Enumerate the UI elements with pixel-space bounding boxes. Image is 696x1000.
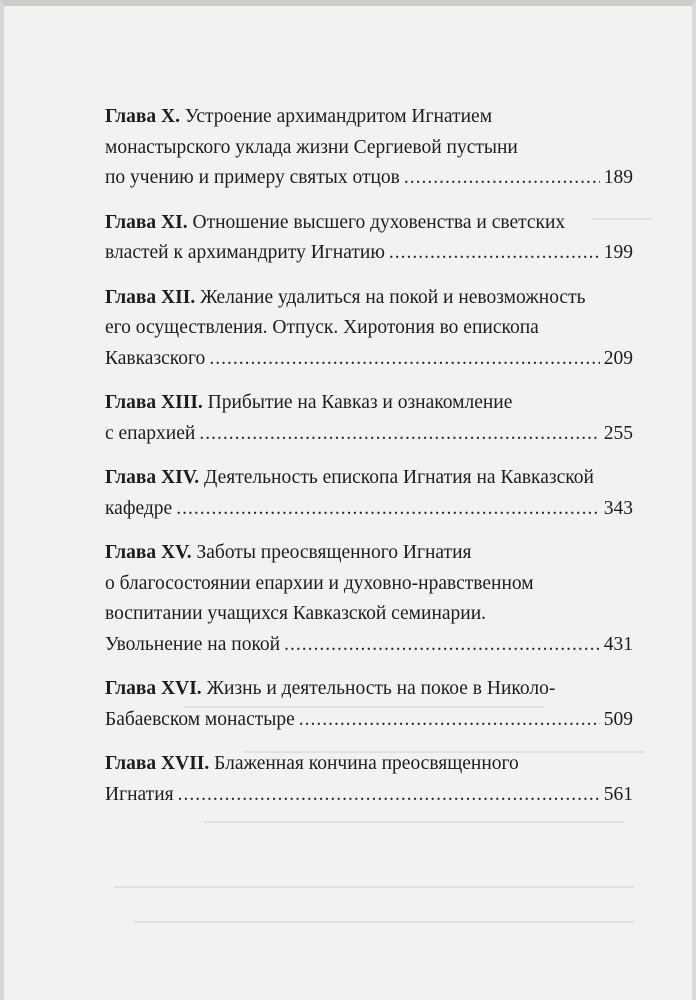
chapter-label: Глава XV. [105,542,192,563]
chapter-title-line: властей к архимандриту Игнатию [105,242,385,263]
toc-entry [105,102,633,194]
chapter-label: Глава XIII. [105,392,203,413]
chapter-title-line: монастырского уклада жизни Сергиевой пустыни [105,136,518,158]
chapter-title-line: по учению и примеру святых отцов [105,167,400,188]
page-number: 199 [603,242,633,263]
chapter-label: Глава XIV. [105,467,200,488]
dot-leader [404,163,600,194]
toc-entry [105,388,633,449]
chapter-label: Глава XII. [105,286,196,308]
chapter-title-line: о благосостоянии епархии и духовно-нравственном [105,572,534,594]
chapter-title-line: Заботы преосвященного Игнатия [196,542,472,563]
chapter-title-line: Блаженная кончина преосвященного [214,753,519,774]
chapter-title-line: Желание удалиться на покой и невозможность [200,286,586,308]
chapter-title-line: Увольнение на покой [105,633,281,655]
toc-entry [105,463,633,524]
toc-entry [105,538,633,660]
dot-leader [284,630,600,661]
toc-entry [105,283,633,375]
dot-leader [178,780,600,811]
chapter-label: Глава X. [105,106,181,127]
page-number: 509 [603,708,633,730]
chapter-label: Глава XVII. [105,753,210,774]
page-number: 431 [603,633,633,655]
toc-entry [105,208,633,269]
dot-leader [389,238,600,269]
chapter-label: Глава XVI. [105,678,202,699]
chapter-title-line: Деятельность епископа Игнатия на Кавказской [204,467,594,488]
page-number: 343 [603,497,633,519]
page-number: 209 [603,347,633,369]
dot-leader [176,494,600,525]
dot-leader [299,705,600,736]
chapter-title-line: Прибытие на Кавказ и ознакомление [207,392,513,413]
chapter-title-line: кафедре [105,497,173,519]
chapter-title-line: Устроение архимандритом Игнатием [184,106,493,127]
chapter-title-line: Игнатия [105,783,174,805]
dot-leader [199,419,599,450]
toc-entry [105,674,633,735]
toc-entry [105,749,633,810]
chapter-title-line: воспитании учащихся Кавказской семинарии. [105,603,487,624]
page-number: 255 [603,422,633,444]
bleed-through-mark [114,886,634,888]
page-number: 561 [603,783,633,805]
dot-leader [209,344,599,375]
chapter-title-line: с епархией [105,422,196,444]
chapter-title-line: Бабаевском монастыре [105,708,295,730]
table-of-contents [105,102,633,824]
chapter-title-line: Жизнь и деятельность на покое в Николо- [206,678,556,699]
bleed-through-mark [134,921,634,923]
chapter-title-line: Отношение высшего духовенства и светских [192,211,566,233]
page-number: 189 [603,167,633,188]
chapter-title-line: его осуществления. Отпуск. Хиротония во епископа [105,317,539,338]
chapter-title-line: Кавказского [105,347,206,369]
chapter-label: Глава XI. [105,211,188,233]
